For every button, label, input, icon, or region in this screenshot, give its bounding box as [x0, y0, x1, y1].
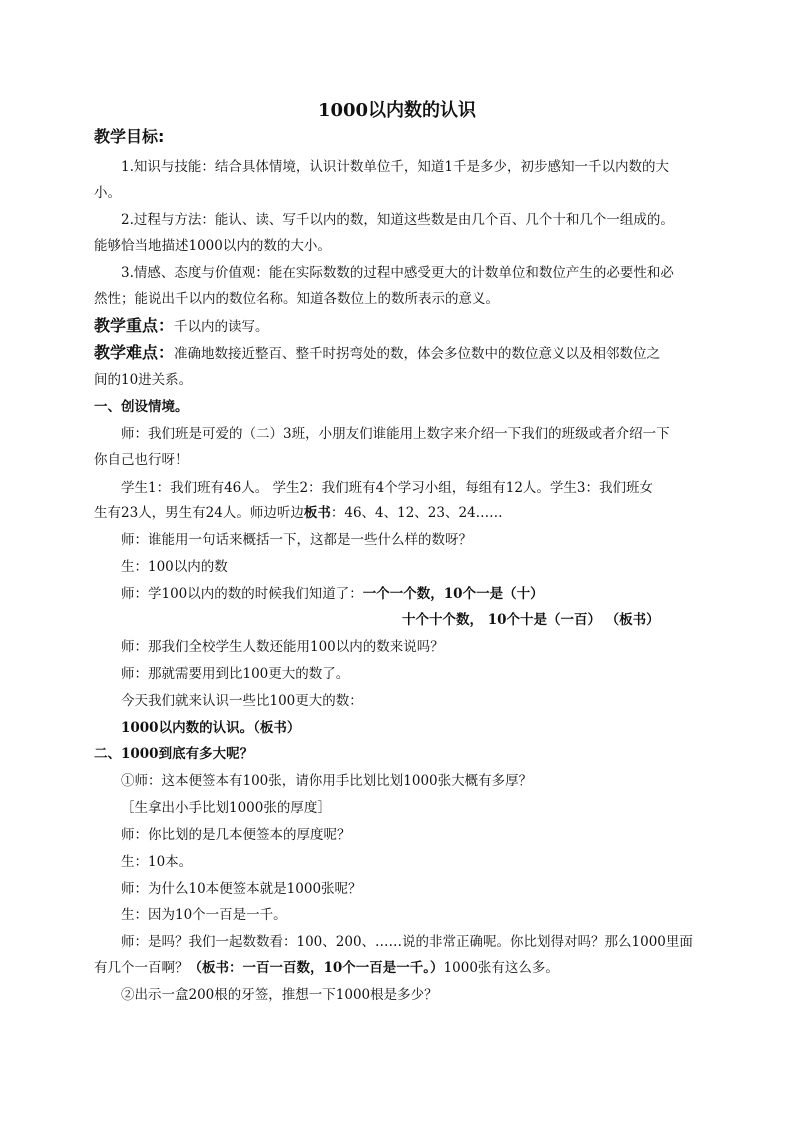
section-1-p10: 1000以内数的认识。（板书）: [121, 720, 301, 736]
section-2-p5: 师：为什么10本便签本就是1000张呢？: [121, 881, 362, 897]
section-1-heading: 一、创设情境。: [94, 399, 189, 415]
section-2-p7-line-1: 师：是吗？我们一起数数看：100、200、……说的非常正确呢。你比划得对吗？那么1000里面: [121, 934, 693, 950]
section-1-p5: [121, 584, 704, 604]
section-1-p1-line-2: 你自己也行呀！: [94, 452, 189, 468]
section-1-p1-line-1: 师：我们班是可爱的（二）3班，小朋友们谁能用上数字来介绍一下我们的班级或者介绍一下: [121, 426, 670, 442]
section-1-p9: 今天我们就来认识一些比100更大的数：: [121, 693, 363, 709]
objective-1-line-1: 1.知识与技能：结合具体情境，认识计数单位千，知道1千是多少，初步感知一千以内数的大: [121, 159, 669, 175]
difficulty-text-1: 准确地数接近整百、整千时拐弯处的数，体会多位数中的数位意义以及相邻数位之: [174, 346, 661, 362]
key-point-label: 教学重点：: [94, 316, 175, 335]
section-1-p3: 师：谁能用一句话来概括一下，这都是一些什么样的数呀？: [121, 532, 472, 548]
difficulty-line-2: 间的10进关系。: [94, 372, 193, 388]
objectives-heading: 教学目标:: [94, 127, 165, 146]
section-2-p2: ［生拿出小手比划1000张的厚度］: [121, 800, 331, 816]
section-2-p4: 生：10本。: [121, 854, 193, 870]
key-point: [94, 316, 704, 337]
difficulty-label: 教学难点：: [94, 343, 175, 362]
key-point-text: 千以内的读写。: [174, 319, 269, 335]
objective-2-line-2: 能够恰当地描述1000以内的数的大小。: [94, 238, 331, 254]
section-1-p2-line-1: 学生1：我们班有46人。 学生2：我们班有4个学习小组，每组有12人。学生3：我们班女: [121, 480, 654, 496]
section-1-p4: 生：100以内的数: [121, 559, 228, 575]
section-1-p5-bold: 一个一个数，10个一是（十）: [362, 586, 544, 602]
objective-2-line-1: 2.过程与方法：能认、读、写千以内的数，知道这些数是由几个百、几个十和几个一组成的。: [121, 212, 674, 228]
section-1-p7: 师：那我们全校学生人数还能用100以内的数来说吗？: [121, 639, 444, 655]
objective-1-line-2: 小。: [94, 185, 121, 201]
section-1-p2-line-2: [94, 503, 704, 523]
section-1-p2-text-a: 生有23人，男生有24人。师边听边: [94, 505, 304, 521]
section-2-p7-text-c: 1000张有这么多。: [443, 960, 559, 976]
section-2-heading: 二、1000到底有多大呢？: [94, 746, 254, 762]
document-title: 1000以内数的认识: [317, 100, 477, 121]
section-1-p2-board-label: 板书: [303, 505, 331, 521]
section-2-p1: ①师：这本便签本有100张，请你用手比划比划1000张大概有多厚？: [121, 773, 533, 789]
section-2-p8: ②出示一盒200根的牙签，推想一下1000根是多少？: [121, 987, 438, 1003]
section-1-p5-text: 师：学100以内的数的时候我们知道了：: [121, 586, 363, 602]
objective-3-line-1: 3.情感、态度与价值观：能在实际数数的过程中感受更大的计数单位和数位产生的必要性和必: [121, 265, 674, 281]
section-1-p6: 十个十个数， 10个十是（一百） （板书）: [402, 612, 660, 628]
section-2-p6: 生：因为10个一百是一千。: [121, 907, 287, 923]
section-2-p7-line-2: [94, 958, 704, 978]
section-1-p2-text-c: ：46、4、12、23、24……: [330, 505, 503, 521]
section-1-p8: 师：那就需要用到比100更大的数了。: [121, 666, 350, 682]
objective-3-line-2: 然性；能说出千以内的数位名称。知道各数位上的数所表示的意义。: [94, 291, 499, 307]
section-2-p7-board-note: （板书：一百一百数，10个一百是一千。）: [188, 960, 444, 976]
section-2-p7-text-a: 有几个一百啊？: [94, 960, 189, 976]
difficulty-line-1: [94, 343, 704, 364]
section-2-p3: 师：你比划的是几本便签本的厚度呢？: [121, 827, 351, 843]
